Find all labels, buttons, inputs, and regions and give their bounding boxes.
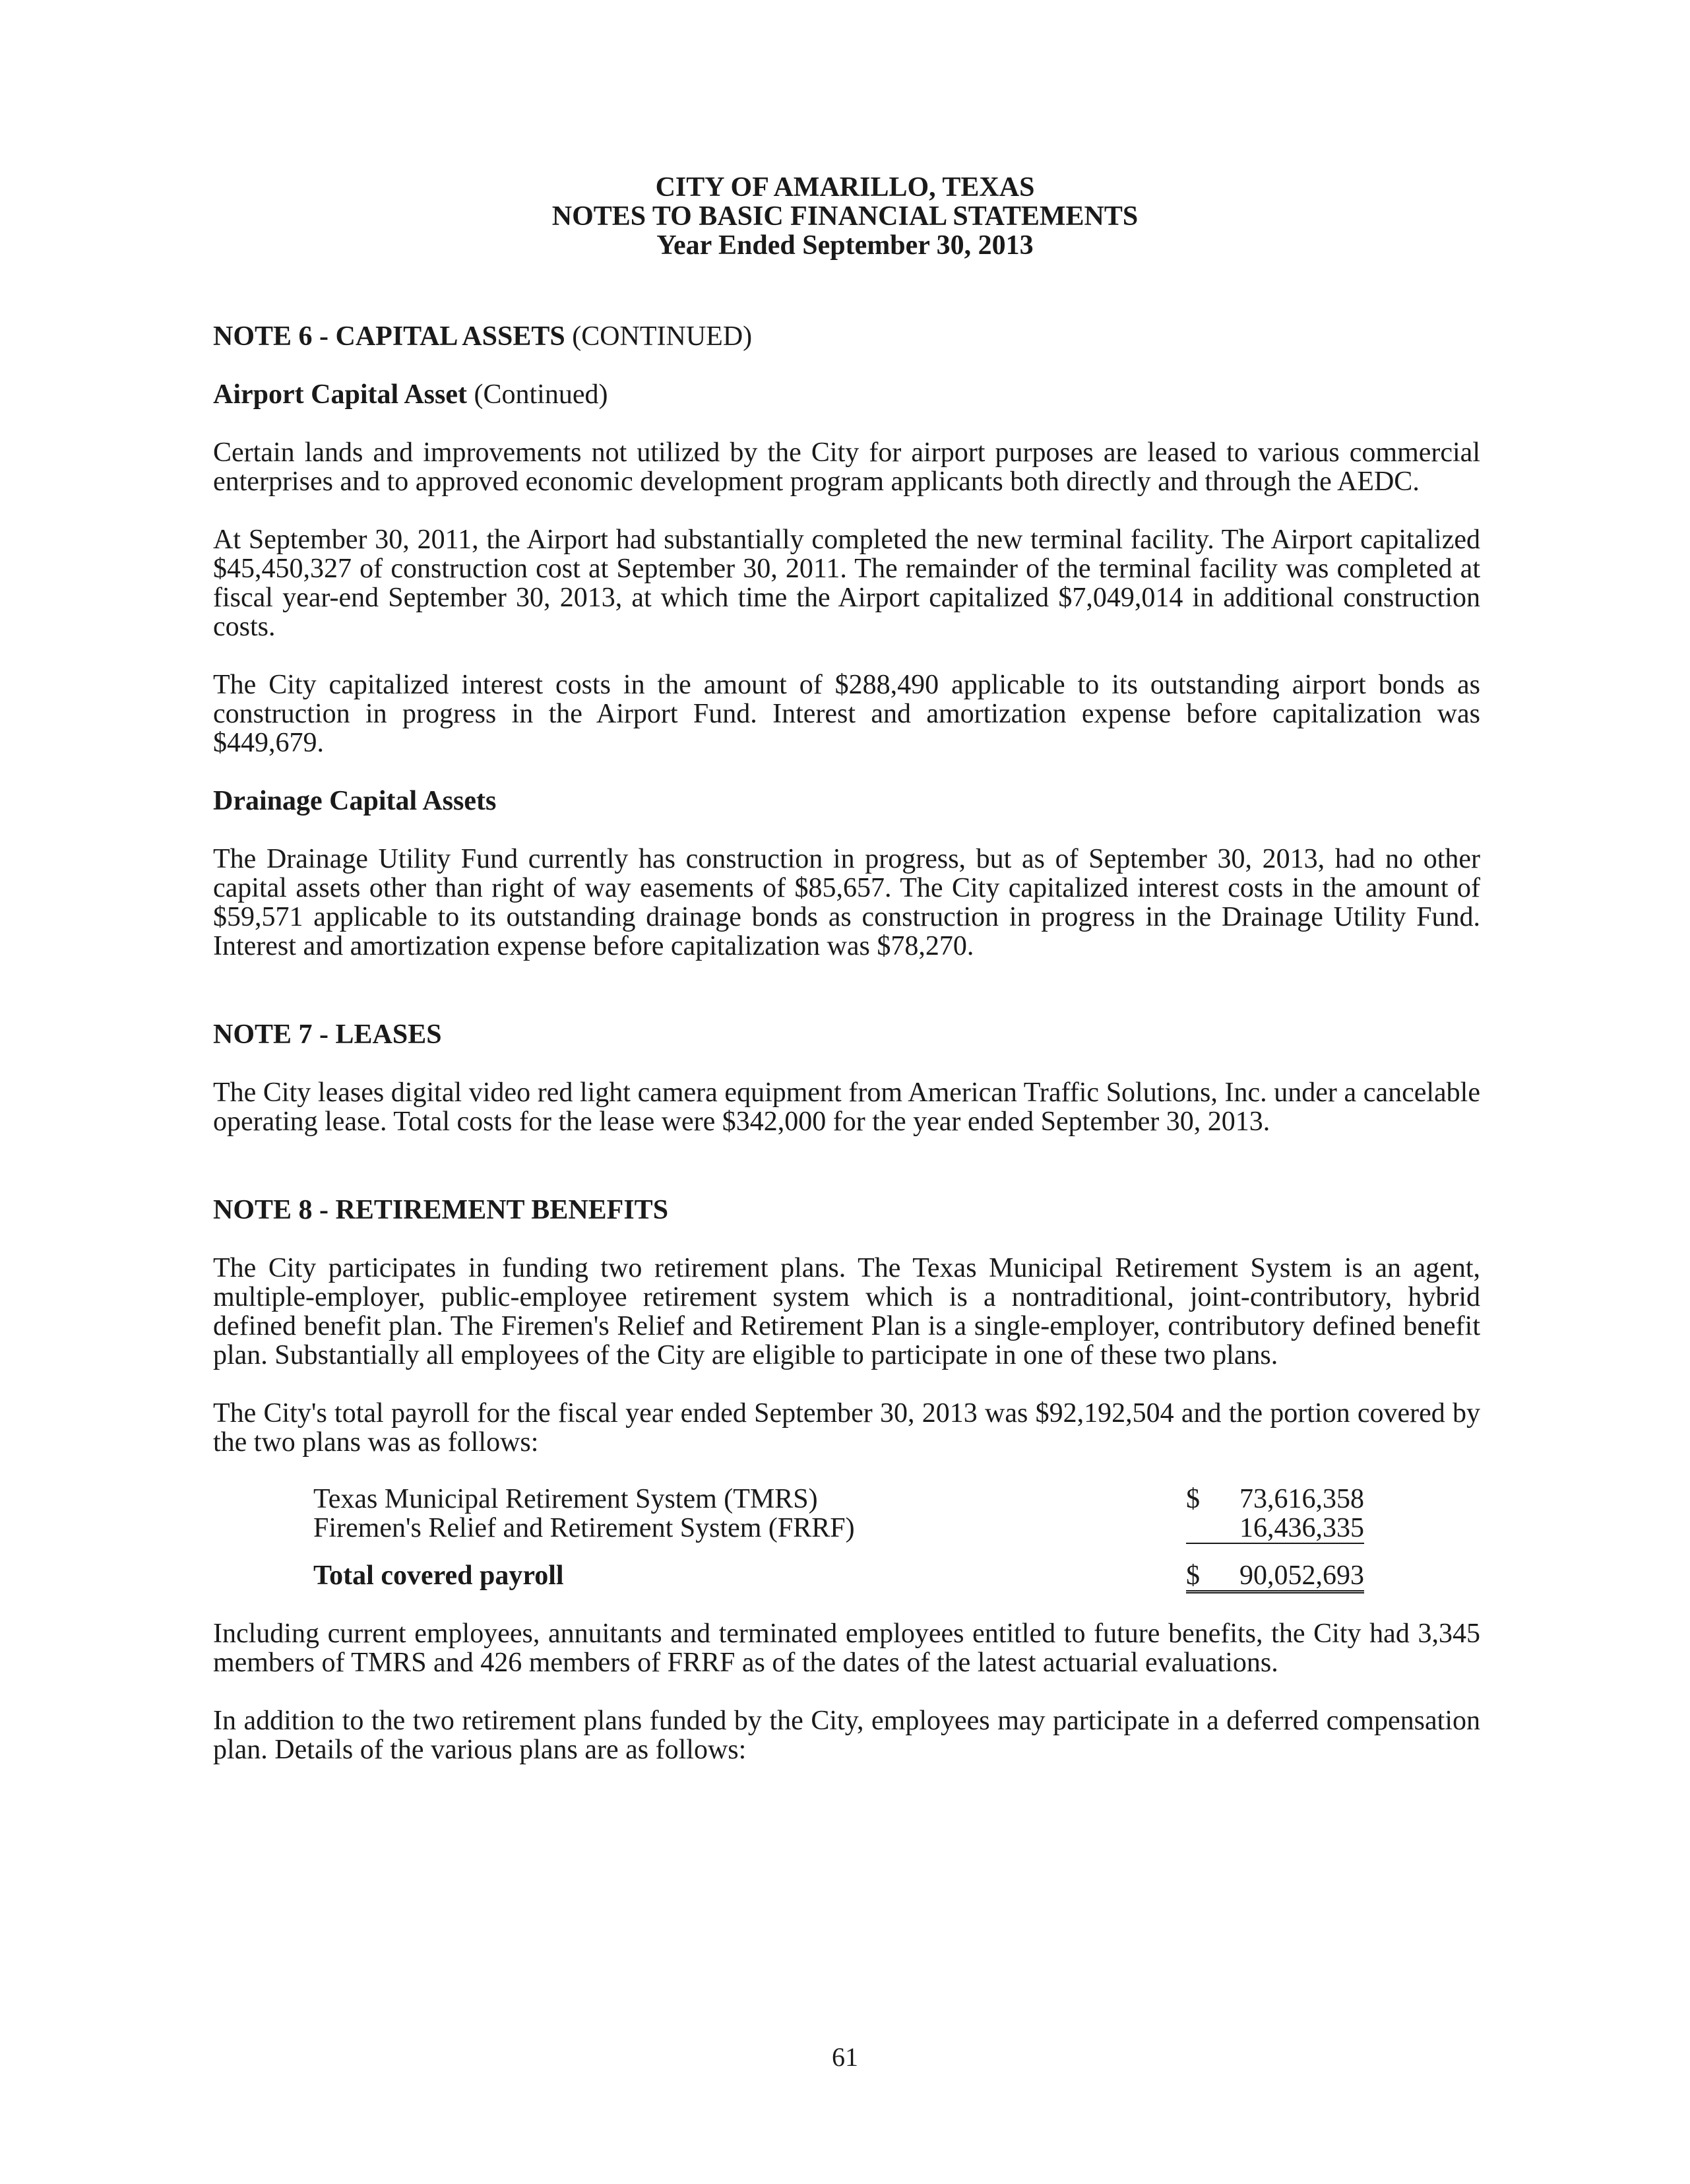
note8-heading-text: NOTE 8 - RETIREMENT BENEFITS bbox=[213, 1195, 669, 1225]
header-title: NOTES TO BASIC FINANCIAL STATEMENTS bbox=[551, 201, 1139, 232]
airport-paragraph-1: Certain lands and improvements not utilized by the City for airport purposes are leased to various commercial enterprises and to approved economic development program applicants both directly and through the AEDC. bbox=[213, 437, 1480, 497]
drainage-heading-text: Drainage Capital Assets bbox=[213, 786, 497, 816]
payroll-total-label: Total covered payroll bbox=[313, 1560, 564, 1591]
payroll-row-value: 16,436,335 bbox=[1239, 1513, 1364, 1543]
airport-heading-bold: Airport Capital Asset bbox=[213, 379, 467, 410]
retirement-paragraph-1: The City participates in funding two retirement plans. The Texas Municipal Retirement System is an agent, multiple-employer, public-employee retirement system which is a nontraditional, joint-contributory, hybrid defined benefit plan. The Firemen's Relief and Retirement Plan is a single-employer, contributory defined benefit plan. Substantially all employees of the City are eligible to participate in one of these two plans. bbox=[213, 1253, 1480, 1370]
note7-heading bbox=[213, 1020, 1480, 1049]
page-number: 61 bbox=[832, 2042, 858, 2072]
note7-heading-text: NOTE 7 - LEASES bbox=[213, 1019, 442, 1050]
note6-heading-bold: NOTE 6 - CAPITAL ASSETS bbox=[213, 321, 565, 352]
payroll-total-amount bbox=[1186, 1561, 1364, 1593]
payroll-total-row bbox=[313, 1561, 1369, 1590]
airport-paragraph-2: At September 30, 2011, the Airport had substantially completed the new terminal facility. The Airport capitalized $45,450,327 of construction cost at September 30, 2011. The remainder of the terminal facility was completed at fiscal year-end September 30, 2013, at which time the Airport capitalized $7,049,014 in additional construction costs. bbox=[213, 525, 1480, 642]
airport-heading-rest: (Continued) bbox=[466, 379, 608, 410]
retirement-paragraph-2: The City's total payroll for the fiscal year ended September 30, 2013 was $92,192,504 and the portion covered by the two plans was as follows: bbox=[213, 1398, 1480, 1458]
airport-paragraph-3: The City capitalized interest costs in the amount of $288,490 applicable to its outstanding airport bonds as construction in progress in the Airport Fund. Interest and amortization expense before capitalization was $449,679. bbox=[213, 670, 1480, 758]
payroll-total-value: 90,052,693 bbox=[1239, 1560, 1364, 1591]
note8-heading bbox=[213, 1196, 1480, 1225]
payroll-row-label: Texas Municipal Retirement System (TMRS) bbox=[313, 1484, 818, 1514]
drainage-paragraph-1: The Drainage Utility Fund currently has construction in progress, but as of September 30, 2013, had no other capital assets other than right of way easements of $85,657. The City capitalized interest costs in the amount of $59,571 applicable to its outstanding drainage bonds as construction in progress in the Drainage Utility Fund. Interest and amortization expense before capitalization was $78,270. bbox=[213, 844, 1480, 961]
document-body bbox=[213, 322, 1480, 1764]
note6-heading-rest: (CONTINUED) bbox=[565, 321, 753, 352]
document-header bbox=[0, 173, 1690, 260]
payroll-row-amount bbox=[1186, 1485, 1364, 1514]
airport-heading bbox=[213, 380, 1480, 409]
note6-heading bbox=[213, 322, 1480, 351]
payroll-row-currency: $ bbox=[1186, 1484, 1200, 1514]
retirement-paragraph-3: Including current employees, annuitants and terminated employees entitled to future benefits, the City had 3,345 members of TMRS and 426 members of FRRF as of the dates of the latest actuarial evaluations. bbox=[213, 1619, 1480, 1678]
drainage-heading bbox=[213, 787, 1480, 816]
leases-paragraph-1: The City leases digital video red light camera equipment from American Traffic Solutions, Inc. under a cancelable operating lease. Total costs for the lease were $342,000 for the year ended September 30, 2013. bbox=[213, 1077, 1480, 1137]
payroll-total-currency: $ bbox=[1186, 1560, 1200, 1591]
table-row bbox=[313, 1485, 1369, 1514]
payroll-row-label: Firemen's Relief and Retirement System (FRRF) bbox=[313, 1513, 855, 1543]
payroll-row-amount bbox=[1186, 1514, 1364, 1544]
payroll-row-value: 73,616,358 bbox=[1239, 1484, 1364, 1514]
header-period: Year Ended September 30, 2013 bbox=[656, 230, 1034, 261]
retirement-paragraph-4: In addition to the two retirement plans funded by the City, employees may participate in a deferred compensation plan. Details of the various plans are as follows: bbox=[213, 1706, 1480, 1765]
table-row bbox=[313, 1514, 1369, 1543]
header-entity: CITY OF AMARILLO, TEXAS bbox=[655, 172, 1035, 203]
covered-payroll-table bbox=[313, 1485, 1369, 1590]
